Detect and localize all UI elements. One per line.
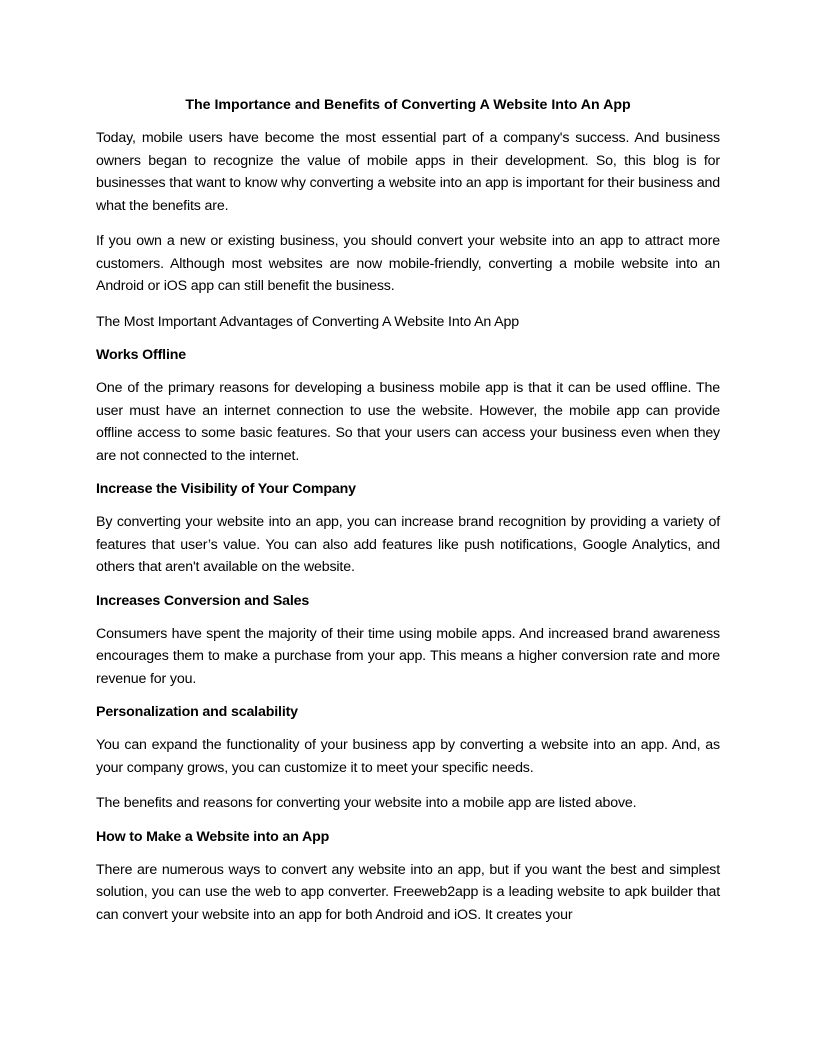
section-body-conversion: Consumers have spent the majority of their time using mobile apps. And increased brand awareness encourages them to make a purchase from your app. This means a higher conversion rate and more revenue for you. — [96, 625, 720, 687]
section-heading-visibility: Increase the Visibility of Your Company — [96, 481, 356, 497]
section-heading-works-offline: Works Offline — [96, 347, 187, 363]
intro-paragraph-2: If you own a new or existing business, you should convert your website into an app to attract more customers. Although most websites are now mobile-friendly, converting a mobile website into an Android or iOS app can still benefit the business. — [96, 233, 720, 294]
section-heading-conversion: Increases Conversion and Sales — [96, 592, 310, 609]
document-title: The Importance and Benefits of Converting A Website Into An App — [185, 97, 631, 113]
section-heading-personalization: Personalization and scalability — [96, 704, 298, 720]
summary-paragraph: The benefits and reasons for converting your website into a mobile app are listed above. — [96, 795, 637, 811]
section-body-works-offline: One of the primary reasons for developing a business mobile app is that it can be used offline. The user must have an internet connection to use the website. However, the mobile app can provide offline access to some basic features. So that your users can access your business even when they are not connected to the internet. — [96, 380, 720, 464]
section-body-visibility: By converting your website into an app, you can increase brand recognition by providing a variety of features that user’s value. You can also add features like push notifications, Google Analytics, and others that aren't available on the website. — [96, 514, 720, 575]
section-body-howto: There are numerous ways to convert any website into an app, but if you want the best and simplest solution, you can use the web to app converter. Freeweb2app is a leading website to apk builder that can convert your website into an app for both Android and iOS. It creates your — [96, 861, 720, 923]
document-page — [96, 96, 720, 939]
section-body-personalization: You can expand the functionality of your business app by converting a website into an app. And, as your company grows, you can customize it to meet your specific needs. — [96, 737, 720, 776]
section-heading-howto: How to Make a Website into an App — [96, 828, 330, 845]
advantages-heading: The Most Important Advantages of Converting A Website Into An App — [96, 313, 519, 330]
intro-paragraph-1: Today, mobile users have become the most essential part of a company's success. And business owners began to recognize the value of mobile apps in their development. So, this blog is for businesses that want to know why converting a website into an app is important for their business and what the benefits are. — [96, 130, 720, 214]
